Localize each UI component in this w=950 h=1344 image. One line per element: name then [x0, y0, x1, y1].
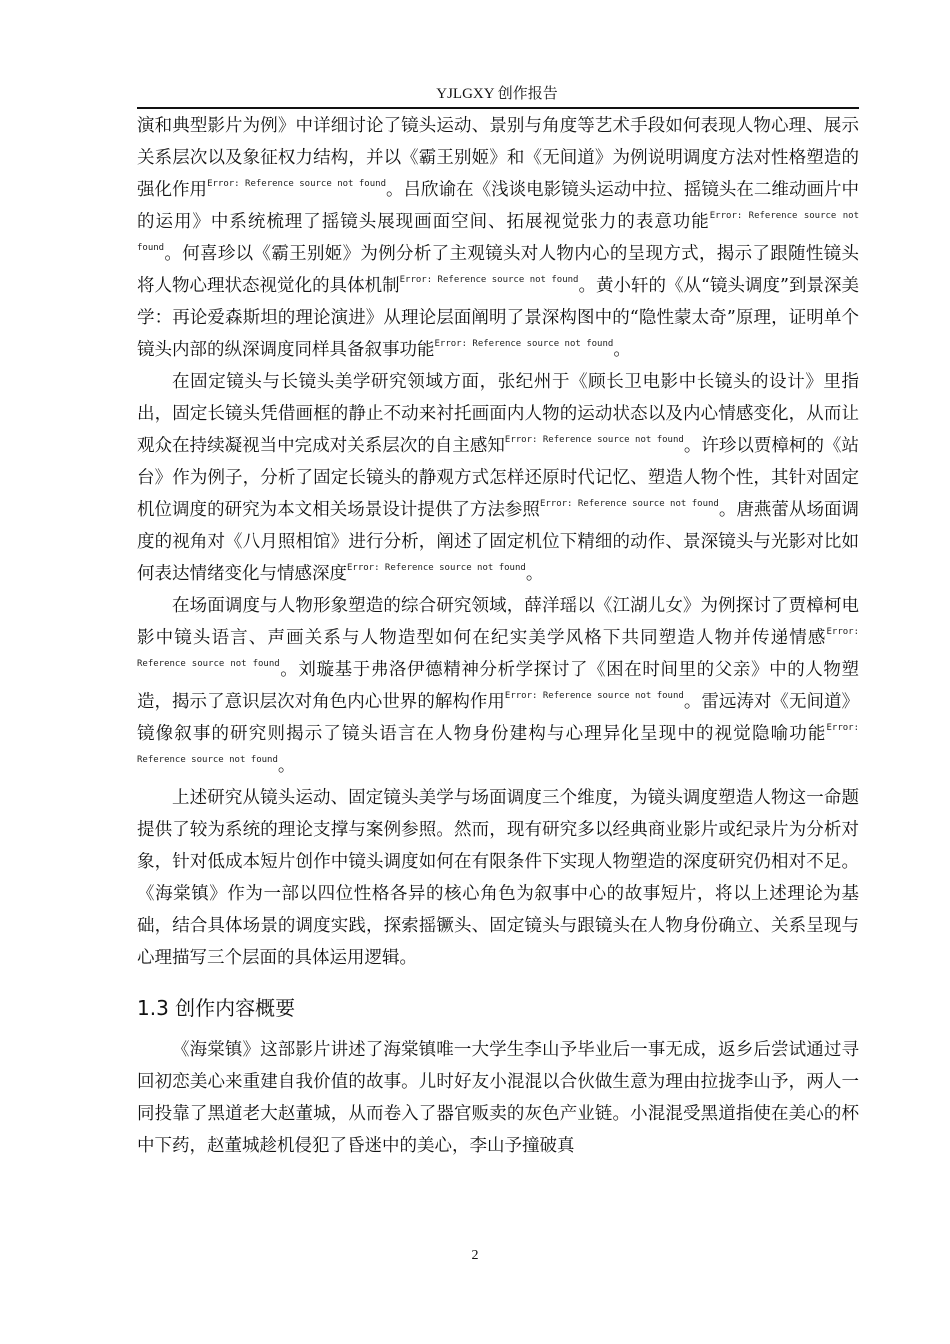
paragraph-text: 。黄小轩的《从“镜头调度”到景深美学：再论爱森斯坦的理论演进》从理论层面阐明了景深构图中的“隐性蒙太奇”原理，证明单个镜头内部的纵深调度同样具备叙事功能	[137, 276, 859, 360]
page-header: YJLGXY 创作报告	[436, 86, 558, 102]
paragraph-text: 。刘璇基于弗洛伊德精神分析学探讨了《困在时间里的父亲》中的人物塑造，揭示了意识层次对角色内心世界的解构作用	[137, 660, 860, 712]
paragraph-text: 。吕欣谕在《浅谈电影镜头运动中拉、摇镜头在二维动画片中的运用》中系统梳理了摇镜头展现画面空间、拓展视觉张力的表意功能	[137, 180, 860, 232]
paragraph	[137, 110, 859, 366]
reference-error-marker: Error: Reference source not found	[504, 435, 684, 445]
paragraph	[137, 590, 859, 782]
paragraph-text: 在场面调度与人物形象塑造的综合研究领域，薛洋瑶以《江湖儿女》为例探讨了贾樟柯电影中镜头语言、声画关系与人物造型如何在纪实美学风格下共同塑造人物并传递情感	[137, 596, 859, 648]
paragraph	[137, 366, 859, 590]
paragraph-text: 。	[613, 340, 631, 360]
paragraph-text: 。许珍以贾樟柯的《站台》作为例子，分析了固定长镜头的静观方式怎样还原时代记忆、塑造人物个性，其针对固定机位调度的研究为本文相关场景设计提供了方法参照	[137, 436, 860, 520]
paragraph-text: 上述研究从镜头运动、固定镜头美学与场面调度三个维度，为镜头调度塑造人物这一命题提供了较为系统的理论支撑与案例参照。然而，现有研究多以经典商业影片或纪录片为分析对象，针对低成本短片创作中镜头调度如何在有限条件下实现人物塑造的深度研究仍相对不足。《海棠镇》作为一部以四位性格各异的核心角色为叙事中心的故事短片，将以上述理论为基础，结合具体场景的调度实践，探索摇镢头、固定镜头与跟镜头在人物身份确立、关系呈现与心理描写三个层面的具体运用逻辑。	[137, 788, 859, 968]
reference-error-marker: Error: Reference source not found	[539, 499, 719, 509]
reference-error-marker: Error: Reference source not found	[399, 275, 579, 285]
reference-error-marker: Error: Reference source not found	[137, 627, 859, 669]
page-number: 2	[471, 1248, 479, 1263]
paragraph	[137, 1034, 859, 1162]
paragraph-text: 。雷远涛对《无间道》镜像叙事的研究则揭示了镜头语言在人物身份建构与心理异化呈现中的视觉隐喻功能	[137, 692, 860, 744]
paragraph-text: 。	[525, 564, 544, 584]
paragraph-text: 。	[277, 756, 296, 776]
paragraph-text: 。何喜珍以《霸王别姬》为例分析了主观镜头对人物内心的呈现方式，揭示了跟随性镜头将人物心理状态视觉化的具体机制	[137, 244, 859, 296]
paragraph-text: 《海棠镇》这部影片讲述了海棠镇唯一大学生李山予毕业后一事无成，返乡后尝试通过寻回初恋美心来重建自我价值的故事。儿时好友小混混以合伙做生意为理由拉拢李山予，两人一同投靠了黑道老大赵董城，从而卷入了器官贩卖的灰色产业链。小混混受黑道指使在美心的杯中下药，赵董城趁机侵犯了昏迷中的美心，李山予撞破真	[137, 1040, 859, 1156]
reference-error-marker: Error: Reference source not found	[504, 691, 684, 701]
body-paragraphs	[137, 110, 859, 974]
paragraph-text: 演和典型影片为例》中详细讨论了镜头运动、景别与角度等艺术手段如何表现人物心理、展示关系层次以及象征权力结构，并以《霸王别姬》和《无间道》为例说明调度方法对性格塑造的强化作用	[137, 116, 859, 200]
reference-error-marker: Error: Reference source not found	[434, 339, 614, 349]
reference-error-marker: Error: Reference source not found	[347, 563, 526, 573]
section-heading: 1.3 创作内容概要	[137, 996, 296, 1020]
reference-error-marker: Error: Reference source not found	[137, 211, 859, 253]
header-rule	[137, 107, 859, 109]
paragraph-text: 在固定镜头与长镜头美学研究领域方面，张纪州于《顾长卫电影中长镜头的设计》里指出，固定长镜头凭借画框的静止不动来衬托画面内人物的运动状态以及内心情感变化，从而让观众在持续凝视当中完成对关系层次的自主感知	[137, 372, 859, 456]
document-body	[137, 110, 859, 1162]
reference-error-marker: Error: Reference source not found	[137, 723, 859, 765]
section-paragraphs	[137, 1034, 859, 1162]
paragraph-text: 。唐燕蕾从场面调度的视角对《八月照相馆》进行分析，阐述了固定机位下精细的动作、景深镜头与光影对比如何表达情绪变化与情感深度	[137, 500, 860, 584]
reference-error-marker: Error: Reference source not found	[207, 179, 386, 189]
paragraph	[137, 782, 859, 974]
